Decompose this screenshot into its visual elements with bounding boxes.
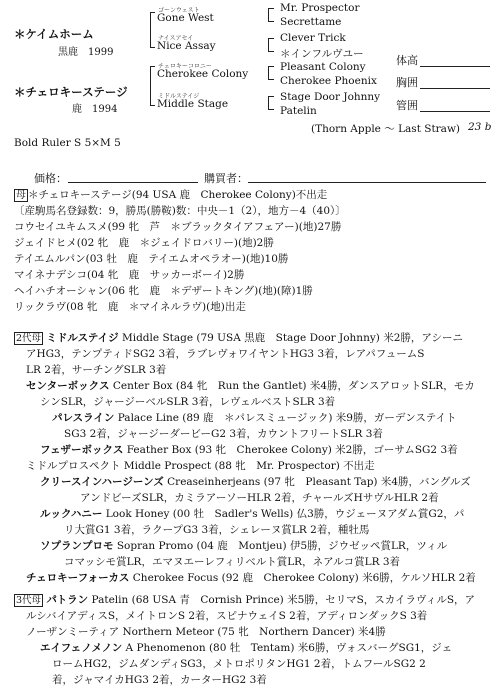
gen3-5: Pleasant Colony <box>280 61 366 73</box>
g3-line-6: 着，ジャマイカHG3 2着，カーターHG2 3着 <box>52 674 267 686</box>
mother-line-4: ジェイドヒメ(02 牝 鹿 ＊ジェイドロバリー)(地)2勝 <box>14 237 274 249</box>
g2-line-9: ミドルプロスペクト Middle Prospect (88 牝 Mr. Prospector) 不出走 <box>26 460 375 472</box>
g2-line-10: クリースインハージーンズ Creaseinherjeans (97 牝 Pleasant Tap) 米4勝，バングルズ <box>40 476 471 488</box>
mother-line-7: ヘイハチオーシャン(06 牝 鹿 ＊デザートキング)(地)(障)1勝 <box>14 285 313 297</box>
g3-mark: 3代母 <box>16 595 42 606</box>
mother-line-1: 母 ＊チェロキーステージ(94 USA 鹿 Cherokee Colony)不出走 <box>16 189 328 201</box>
g2-line-1: 2代母 ミドルステイジ Middle Stage (79 USA 黒鹿 Stage Door Johnny) 米2勝，アシーニ <box>16 332 463 344</box>
gen2-nice-assay: Nice Assay <box>157 40 216 52</box>
g2-line-5: シンSLR，ジャージーベルSLR 3着，レヴェルベストSLR 3着 <box>40 396 336 408</box>
g3-line-2: ルシバイアディスS，メイトロンS 2着，スピナウェイS 2着，アディロンダックS 3着 <box>26 610 428 622</box>
gen2-cherokee-colony: Cherokee Colony <box>157 68 249 80</box>
sire-name: ＊ケイムホーム <box>14 27 94 41</box>
field-height-label: 体高 <box>396 54 418 67</box>
mother-line-6: マイネナデシコ(04 牝 鹿 サッカーボーイ)2勝 <box>14 269 245 281</box>
field-girth-line[interactable] <box>420 88 490 89</box>
gen3-3: Clever Trick <box>280 32 346 44</box>
g2-line-4: センターボックス Center Box (84 牝 Run the Gantlet) 米4勝，ダンスアロットSLR，モカ <box>26 380 475 392</box>
sire-detail: 黒鹿 1999 <box>58 47 114 58</box>
g2-line-6: パレスライン Palace Line (89 鹿 ＊パレスミュージック) 米9勝，ガーデンステイト <box>52 412 457 424</box>
g2-line-12: ルックハニー Look Honey (00 牡 Sadler's Wells) 仏3勝，ウジェーヌアダム賞G2，パ <box>40 508 465 520</box>
field-cannon-label: 管囲 <box>396 99 418 112</box>
gen3-2: Secrettame <box>280 16 342 28</box>
g3-line-5: ロームHG2，ジムダンディSG3，メトロポリタンHG1 2着，トムフールSG2 2 <box>52 658 426 670</box>
dam-name: ＊チェロキーステージ <box>14 85 128 99</box>
buyer-label: 購買者： <box>204 172 248 185</box>
gen3-6: Cherokee Phoenix <box>280 75 377 87</box>
field-cannon-line[interactable] <box>420 111 490 112</box>
ruby-middle-stage: ミドルステイジ <box>158 93 200 100</box>
record-no: 23 b <box>468 121 492 133</box>
g2-line-16: チェロキーフォーカス Cherokee Focus (92 鹿 Cherokee Colony) 米6勝，ケルソHLR 2着 <box>26 572 476 584</box>
gen3-8: Patelin <box>280 105 317 117</box>
g2-line-8: フェザーボックス Feather Box (93 牝 Cherokee Colony) 米2勝，ゴーサムSG2 3着 <box>40 444 458 456</box>
gen3-1: Mr. Prospector <box>280 2 360 14</box>
mother-line-5: テイエムルパン(03 牡 鹿 テイエムオペラオー)(地)10勝 <box>14 253 289 265</box>
field-height-line[interactable] <box>420 66 490 67</box>
buyer-input[interactable] <box>248 182 486 183</box>
dam-detail: 鹿 1994 <box>72 104 118 115</box>
gen3-4: ＊インフルヴユー <box>280 48 364 60</box>
g2-line-13: リ大賞G1 3着，ラクープG3 3着，シェレーヌ賞LR 2着，種牡馬 <box>64 524 370 536</box>
mother-line-3: コウセイユキムスメ(99 牝 芦 ＊ブラックタイアフェアー)(地)27勝 <box>14 221 342 233</box>
g2-line-15: コマッシモ賞LR，エマヌエーレフィリベルト賞LR，ネアルコ賞LR 3着 <box>64 556 401 568</box>
mother-line-2: 〔産駒馬名登録数：9，勝馬(勝鞍)数：中央－1（2），地方－4（40）〕 <box>14 205 346 217</box>
g3-line-3: ノーザンミーティア Northern Meteor (75 牝 Northern Dancer) 米4勝 <box>26 626 386 638</box>
g2-mark: 2代母 <box>16 333 42 344</box>
gen2-middle-stage: Middle Stage <box>157 98 229 110</box>
ruby-cherokee-colony: チェロキーコロニー <box>158 63 212 70</box>
ruby-nice-assay: ナイスアセイ <box>158 35 194 42</box>
ruby-gone-west: ゴーンウェスト <box>158 7 200 14</box>
inbreed-note: (Thorn Apple ～ Last Straw) <box>311 123 461 135</box>
price-input[interactable] <box>68 182 198 183</box>
cross-line: Bold Ruler S 5×M 5 <box>14 137 121 149</box>
g3-line-4: エイフェノメノン A Phenomenon (80 牡 Tentam) 米6勝，ヴォスバーグSG1，ジェ <box>40 642 453 654</box>
gen3-7: Stage Door Johnny <box>280 91 381 103</box>
g2-line-2: アHG3，テンプティドSG2 3着，ラブレヴォワイヤントHG3 3着，レアパフュームS <box>26 348 425 360</box>
mother-mark: 母 <box>16 190 26 201</box>
g2-line-7: SG3 2着，ジャージーダービーG2 3着，カウントフリートSLR 3着 <box>64 428 383 440</box>
g3-line-1: 3代母 パトラン Patelin (68 USA 青 Cornish Prince) 米5勝，セリマS，スカイラヴィルS，ア <box>16 594 476 606</box>
gen2-gone-west: Gone West <box>157 12 214 24</box>
g2-line-11: アンドビーズSLR，カミラアーソーHLR 2着，チャールズHサヴルHLR 2着 <box>80 492 439 504</box>
field-girth-label: 胸囲 <box>396 76 418 89</box>
g2-line-14: ソプランプロモ Sopran Promo (04 鹿 Montjeu) 伊5勝，ジウゼッペ賞LR，ツィル <box>40 540 448 552</box>
g2-line-3: LR 2着，サーチングSLR 3着 <box>26 364 167 376</box>
price-label: 価格： <box>34 172 67 185</box>
mother-line-8: リックラヴ(08 牝 鹿 ＊マイネルラヴ)(地)出走 <box>14 301 246 313</box>
